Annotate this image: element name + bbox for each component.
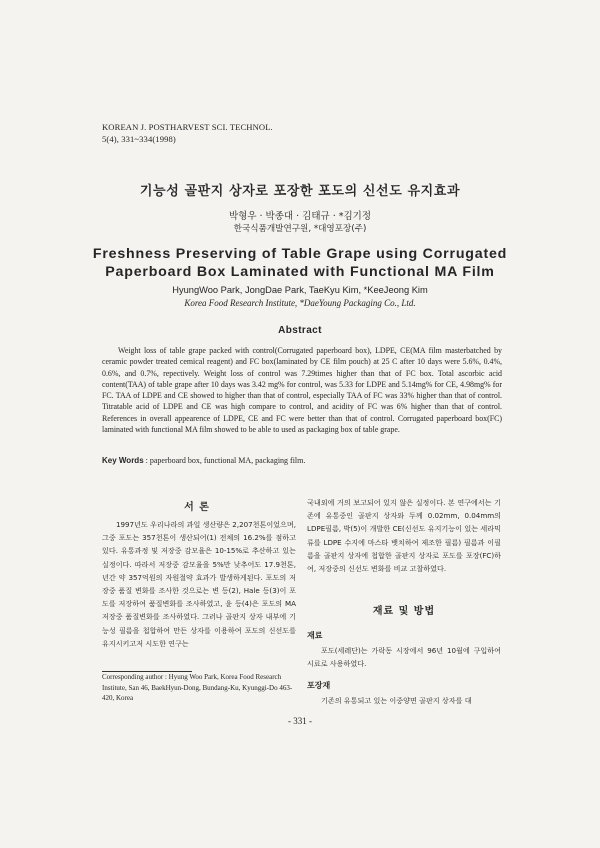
keywords (102, 456, 502, 465)
korean-affiliation: 한국식품개발연구원, *대영포장(주) (233, 224, 367, 234)
english-affiliation: Korea Food Research Institute, *DaeYoung Packaging Co., Ltd. (184, 298, 416, 308)
korean-authors: 박형우 · 박종대 · 김태규 · *김기정 (228, 211, 372, 222)
journal-name: KOREAN J. POSTHARVEST SCI. TECHNOL. (102, 122, 273, 132)
keywords-text: : paperboard box, functional MA, packaging film. (145, 456, 306, 465)
english-title-line-2: Paperboard Box Laminated with Functional MA Film (105, 264, 495, 280)
keywords-label: Key Words (102, 456, 144, 465)
materials-subheading: 재료 (307, 631, 323, 640)
packaging-subheading: 포장재 (307, 681, 331, 690)
journal-volume: 5(4), 331~334(1998) (102, 134, 176, 144)
footnote: Corresponding author : Hyung Woo Park, Korea Food Research Institute, San 46, BaekHyun-Dong, Bundang-Ku, Kyunggi-Do 463-420, Korea (102, 673, 293, 703)
korean-title: 기능성 골판지 상자로 포장한 포도의 신선도 유지효과 (139, 184, 461, 199)
english-authors: HyungWoo Park, JongDae Park, TaeKyu Kim, *KeeJeong Kim (172, 285, 428, 295)
packaging-text (307, 694, 501, 707)
english-title-line-1: Freshness Preserving of Table Grape using Corrugated (92, 246, 508, 262)
intro-paragraph-left: 1997년도 우리나라의 과일 생산량은 2,207천톤이었으며, 그중 포도는 357천톤이 생산되어(1) 전체의 16.2%를 점하고 있다. 유통과정 및 저장중 감모율은 10-15%로 추산하고 있는 실정이다. 따라서 저장중 감모율을 5%만 낮추어도 17.9천톤, 년간 약 357억원의 자원절약 효과가 발생하게된다. 포도의 저장중 품질 변화를 조사한 것으로는 변 등(2), Hale 등(3)이 포도를 저장하여 품질변화를 조사하였고, 윤 등(4)은 포도의 MA저장중 품질변화를 조사하였다. 그러나 골판지 상자 내부에 기능성 필름을 첩합하여 만든 상자를 이용하여 포도의 신선도를 유지시키고저 시도한 연구는 (102, 520, 296, 648)
intro-paragraph-right: 국내외에 거의 보고되어 있지 않은 실정이다. 본 연구에서는 기존에 유통중인 골판지 상자와 두께 0.02mm, 0.04mm의 LDPE필름, 박(5)이 개발한 CE(신선도 유지기능이 있는 세라믹류를 LDPE 수지에 마스타 뱃치하여 제조한 필름) 필름과 이필름을 골판지 상자에 첩합한 골판지 상자로 포도를 포장(FC)하여, 저장중의 신선도 변화를 비교 고찰하였다. (307, 498, 501, 574)
intro-heading: 서 론 (184, 502, 210, 513)
methods-heading: 재료 및 방법 (372, 606, 436, 617)
page-number: - 331 - (288, 716, 312, 726)
intro-right-column (307, 496, 501, 575)
english-title (0, 245, 600, 281)
intro-left-column (102, 518, 296, 650)
abstract-heading: Abstract (278, 325, 322, 336)
packaging-paragraph: 기존의 유통되고 있는 이중양면 골판지 상자를 대 (321, 696, 472, 705)
materials-paragraph: 포도(세레단)는 가락동 시장에서 96년 10월에 구입하여 시료로 사용하였다. (307, 646, 501, 669)
abstract-text: Weight loss of table grape packed with control(Corrugated paperboard box), LDPE, CE(MA film masterbatched by ceramic powder treated cemical reagent) and FC box(laminated by CE film pouch) at 25 C after 10 days were 5.6%, 0.4%, 0.6%, and 0.7%, repectively. Weight loss of control was 7.29times higher than that of FC box. Total ascorbic acid content(TAA) of table grape after 10 days was 3.42 mg% for control, was 5.33 for LDPE and 5.14mg% for CE, 4.98mg% for FC. TAA of LDPE and CE showed to higher than that of control, especially TAA of FC was 33% higher than that of control. Titratable acid of LDPE and CE was high compare to control, and acidity of FC was 6% higher than that of control. References in overall appearence of LDPE, CE and FC were better than that of control. Corrugated paperboard box(FC) laminated with functional MA film showed to be able to used as packaging box of table grape. (102, 346, 502, 435)
journal-header (102, 121, 273, 145)
materials-text (307, 644, 501, 670)
